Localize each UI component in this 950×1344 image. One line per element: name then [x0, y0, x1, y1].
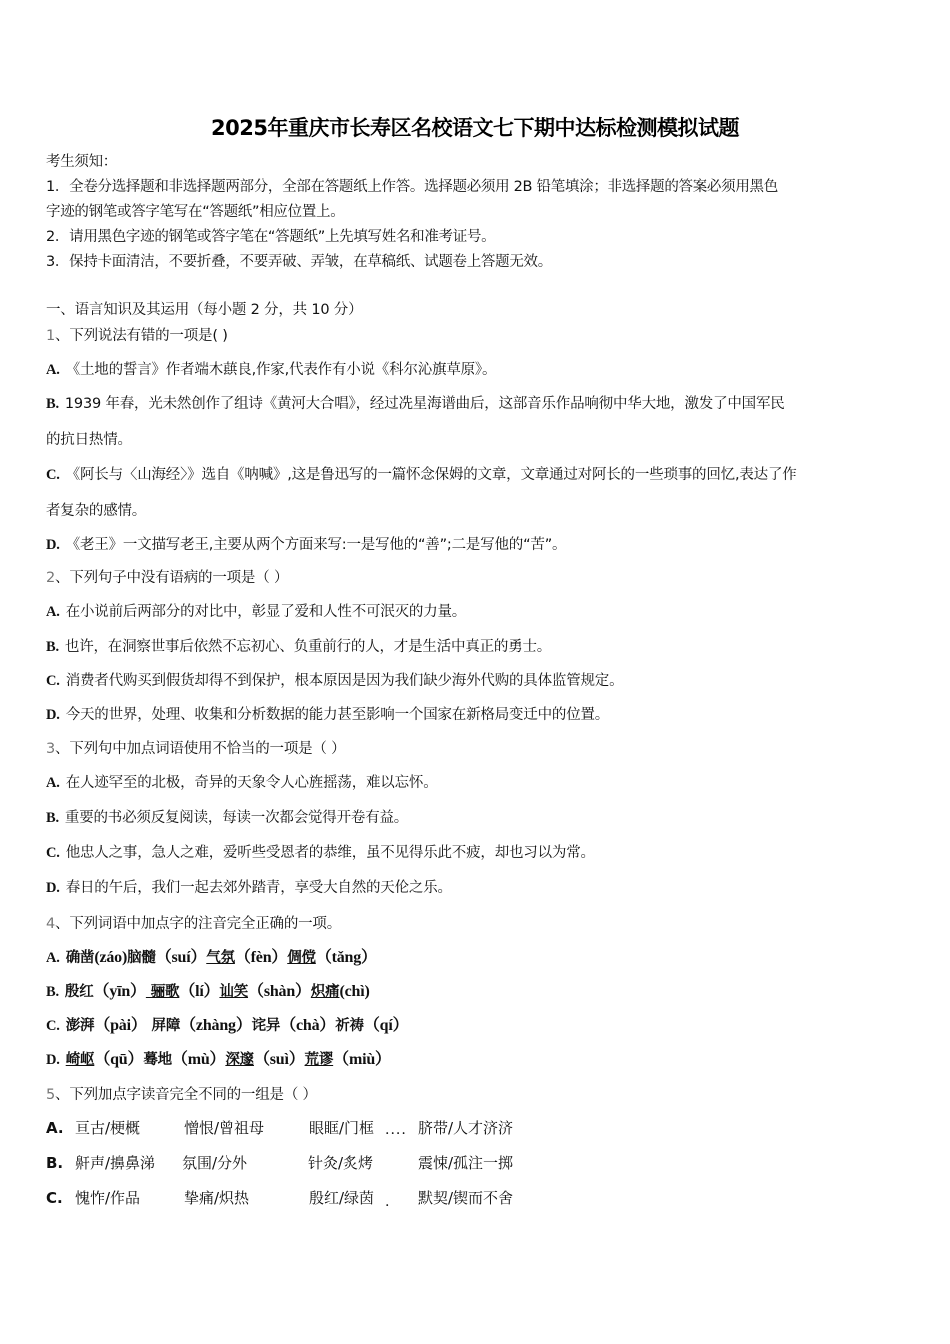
- option-label: C.: [46, 1189, 63, 1207]
- option-text: 他忠人之事，急人之难，爱听些受恩者的恭维，虽不见得乐此不疲，却也习以为常。: [65, 845, 595, 861]
- question-text: 、下列词语中加点字的注音完全正确的一项。: [55, 916, 342, 932]
- word: 炽痛: [310, 984, 340, 1000]
- option-label: C.: [46, 1018, 60, 1034]
- word-pair: 眼眶/门框: [309, 1119, 375, 1137]
- pinyin: （suì）: [253, 1051, 305, 1068]
- question-number: 4: [46, 916, 56, 932]
- option-label: B.: [46, 1154, 64, 1172]
- option-d: [46, 535, 566, 555]
- emphasis-dots: .: [385, 1194, 391, 1210]
- option-d: [46, 705, 609, 725]
- option-label: A.: [46, 775, 60, 791]
- question-stem: [46, 326, 228, 346]
- word: 骊歌: [145, 984, 180, 1000]
- option-d: [46, 1050, 391, 1070]
- question-number: 3: [46, 741, 56, 757]
- emphasis-dots: ....: [385, 1122, 407, 1138]
- word: 诧异: [251, 1018, 281, 1034]
- word: 气氛: [206, 950, 235, 966]
- word: 脑髓: [127, 950, 156, 966]
- word-pair: 震悚/孤注一掷: [418, 1154, 514, 1172]
- option-label: D.: [46, 707, 60, 723]
- question-stem: [46, 739, 345, 759]
- option-label: C.: [46, 845, 60, 861]
- option-a: [46, 948, 377, 968]
- pinyin: （shàn）: [248, 983, 311, 1000]
- page-title: 2025年重庆市长寿区名校语文七下期中达标检测模拟试题: [211, 116, 739, 140]
- word-pair: 鼾声/擤鼻涕: [75, 1154, 156, 1172]
- pinyin: （chà）: [280, 1017, 336, 1034]
- option-text: 在人迹罕至的北极，奇异的天象令人心旌摇荡，难以忘怀。: [65, 775, 438, 791]
- option-c: [46, 465, 797, 485]
- word-pair: 脐带/人才济济: [418, 1119, 514, 1137]
- notice-item: 3．保持卡面清洁，不要折叠，不要弄破、弄皱，在草稿纸、试题卷上答题无效。: [46, 254, 552, 270]
- question-text: 、下列句中加点词语使用不恰当的一项是（ ）: [55, 741, 346, 757]
- notice-item: 2．请用黑色字迹的钢笔或答字笔在“答题纸”上先填写姓名和准考证号。: [46, 229, 496, 245]
- option-text: 重要的书必须反复阅读，每读一次都会觉得开卷有益。: [64, 810, 409, 826]
- option-text: 《阿长与〈山海经〉》选自《呐喊》,这是鲁迅写的一篇怀念保姆的文章，文章通过对阿长的一些琐事的回忆,表达了作: [65, 467, 797, 483]
- option-a: [46, 773, 438, 793]
- word-pair: 愧怍/作品: [75, 1189, 141, 1207]
- pinyin: （qū）: [94, 1051, 144, 1068]
- pinyin: (záo): [94, 949, 128, 966]
- pinyin: （tǎng）: [315, 949, 377, 966]
- word: 蓦地: [143, 1052, 172, 1068]
- option-text: 消费者代购买到假货却得不到保护，根本原因是因为我们缺少海外代购的具体监管规定。: [65, 673, 624, 689]
- option-c: [46, 671, 623, 691]
- word: 荒谬: [304, 1052, 334, 1068]
- option-text: 春日的午后，我们一起去郊外踏青，享受大自然的天伦之乐。: [65, 880, 452, 896]
- pinyin: （fèn）: [234, 949, 288, 966]
- pinyin: (chì): [339, 983, 370, 1000]
- question-number: 1: [46, 328, 56, 344]
- option-text: 《土地的誓言》作者端木蕻良,作家,代表作有小说《科尔沁旗草原》。: [65, 362, 497, 378]
- option-text: 今天的世界，处理、收集和分析数据的能力甚至影响一个国家在新格局变迁中的位置。: [65, 707, 610, 723]
- option-label: B.: [46, 984, 59, 1000]
- option-label: B.: [46, 396, 59, 412]
- word: 殷红: [64, 984, 94, 1000]
- option-label: C.: [46, 467, 60, 483]
- option-label: D.: [46, 537, 60, 553]
- question-stem: [46, 914, 341, 934]
- word-pair: 默契/锲而不舍: [418, 1189, 514, 1207]
- option-b: [46, 808, 408, 828]
- option-c: [46, 1016, 408, 1036]
- option-label: A.: [46, 362, 60, 378]
- word: 讪笑: [219, 984, 249, 1000]
- option-label: A.: [46, 604, 60, 620]
- option-label: A.: [46, 1119, 64, 1137]
- question-number: 5: [46, 1087, 56, 1103]
- word: 祈祷: [335, 1018, 364, 1034]
- option-label: A.: [46, 950, 60, 966]
- option-b: [46, 982, 370, 1002]
- notice-heading: 考生须知：: [46, 154, 117, 170]
- option-label: D.: [46, 880, 60, 896]
- option-label: B.: [46, 639, 59, 655]
- word: 屏障: [146, 1018, 181, 1034]
- word: 崎岖: [65, 1052, 95, 1068]
- option-text: 在小说前后两部分的对比中，彰显了爱和人性不可泯灭的力量。: [65, 604, 467, 620]
- word-pair: 挚痛/炽热: [184, 1189, 250, 1207]
- pinyin: （mù）: [171, 1051, 226, 1068]
- question-text: 、下列句子中没有语病的一项是（ ）: [55, 570, 289, 586]
- notice-item: 字迹的钢笔或答字笔写在“答题纸”相应位置上。: [46, 204, 345, 220]
- word-pair: 殷红/绿茵: [309, 1189, 375, 1207]
- pinyin: （yīn）: [93, 983, 146, 1000]
- option-b: [46, 637, 551, 657]
- option-text: 1939 年春，光未然创作了组诗《黄河大合唱》，经过冼星海谱曲后，这部音乐作品响彻中华大地，激发了中国军民: [64, 396, 785, 412]
- option-c-continued: 者复杂的感情。: [46, 503, 147, 519]
- option-c: [46, 843, 595, 863]
- question-stem: [46, 1085, 317, 1105]
- pinyin: （qí）: [363, 1017, 409, 1034]
- word: 倜傥: [287, 950, 316, 966]
- option-d: [46, 878, 452, 898]
- option-b-continued: 的抗日热情。: [46, 432, 132, 448]
- option-b: [46, 394, 785, 414]
- question-number: 2: [46, 570, 56, 586]
- pinyin: （suí）: [155, 949, 207, 966]
- question-text: 、下列加点字读音完全不同的一组是（ ）: [55, 1087, 317, 1103]
- section-heading: 一、语言知识及其运用（每小题 2 分，共 10 分）: [46, 302, 363, 318]
- pinyin: （pài）: [94, 1017, 147, 1034]
- notice-item: 1．全卷分选择题和非选择题两部分，全部在答题纸上作答。选择题必须用 2B 铅笔填涂；非选择题的答案必须用黑色: [46, 179, 778, 195]
- option-label: D.: [46, 1052, 60, 1068]
- word-pair: 针灸/炙烤: [308, 1154, 374, 1172]
- word: 确凿: [65, 950, 95, 966]
- word-pair: 憎恨/曾祖母: [184, 1119, 265, 1137]
- word: 澎湃: [65, 1018, 95, 1034]
- word-pair: 亘古/梗概: [75, 1119, 141, 1137]
- question-stem: [46, 568, 288, 588]
- pinyin: （lí）: [179, 983, 220, 1000]
- option-a: [46, 602, 466, 622]
- word: 深邃: [225, 1052, 254, 1068]
- option-label: C.: [46, 673, 60, 689]
- option-a: [46, 360, 496, 380]
- option-text: 《老王》一文描写老王,主要从两个方面来写:一是写他的“善”;二是写他的“苦”。: [65, 537, 567, 553]
- option-label: B.: [46, 810, 59, 826]
- pinyin: （zhàng）: [180, 1017, 252, 1034]
- word-pair: 氛围/分外: [182, 1154, 248, 1172]
- pinyin: （miù）: [333, 1051, 391, 1068]
- question-text: 、下列说法有错的一项是( ): [55, 328, 228, 344]
- option-text: 也许，在洞察世事后依然不忘初心、负重前行的人，才是生活中真正的勇士。: [64, 639, 552, 655]
